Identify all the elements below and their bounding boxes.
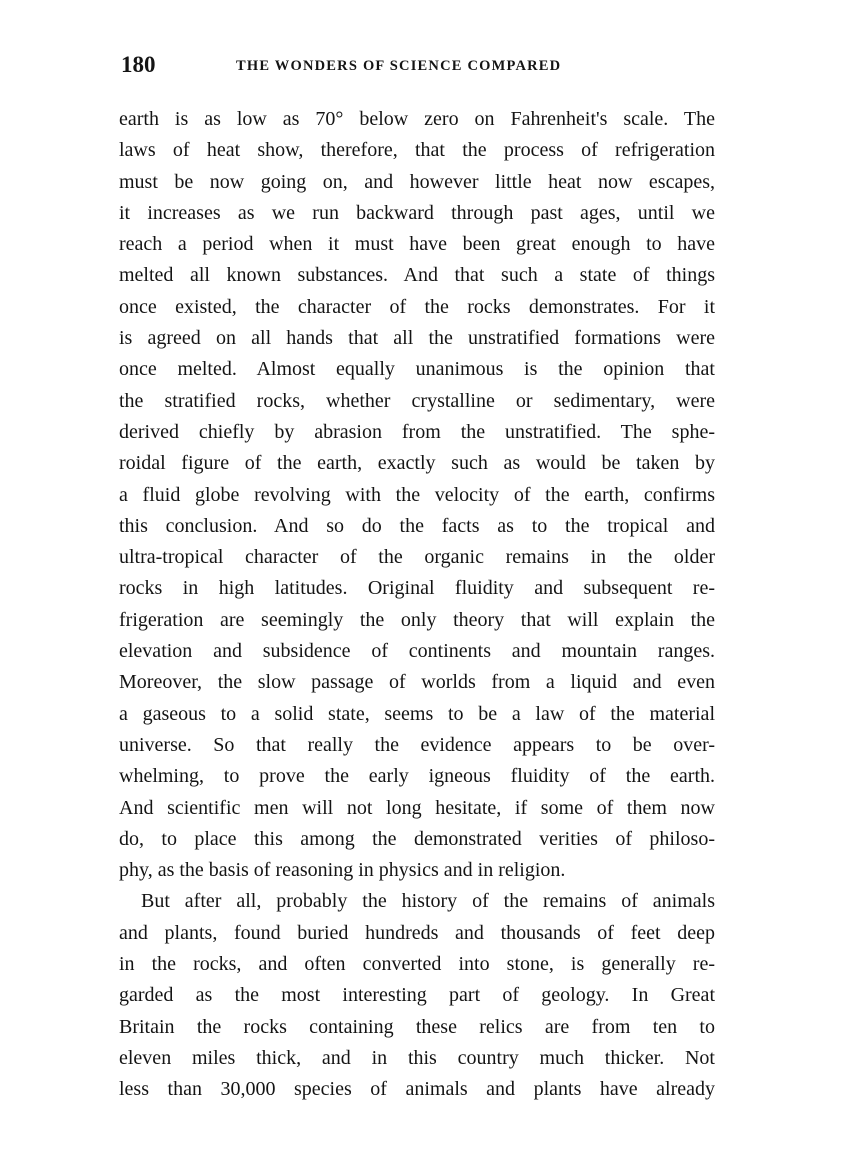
text-line: whelming, to prove the early igneous fluidity of the earth.: [119, 765, 715, 788]
text-line: a fluid globe revolving with the velocity of the earth, confirms: [119, 483, 715, 506]
text-line: and plants, found buried hundreds and thousands of feet deep: [119, 921, 715, 944]
text-line: do, to place this among the demonstrated verities of philoso-: [119, 827, 715, 850]
text-line: phy, as the basis of reasoning in physics and in religion.: [119, 859, 566, 882]
text-line: And scientific men will not long hesitate, if some of them now: [119, 796, 715, 819]
page-number: 180: [121, 52, 156, 77]
text-line: roidal figure of the earth, exactly such as would be taken by: [119, 452, 715, 475]
text-line: But after all, probably the history of the remains of animals: [141, 890, 715, 913]
text-line: laws of heat show, therefore, that the process of refrigeration: [119, 139, 715, 162]
text-line: melted all known substances. And that such a state of things: [119, 264, 715, 287]
text-line: in the rocks, and often converted into stone, is generally re-: [119, 953, 715, 976]
text-line: elevation and subsidence of continents and mountain ranges.: [119, 640, 715, 663]
running-head: [121, 50, 716, 80]
text-line: this conclusion. And so do the facts as to the tropical and: [119, 514, 715, 537]
text-line: rocks in high latitudes. Original fluidity and subsequent re-: [119, 577, 715, 600]
text-line: is agreed on all hands that all the unstratified formations were: [119, 327, 715, 350]
text-line: garded as the most interesting part of geology. In Great: [119, 984, 715, 1007]
text-line: eleven miles thick, and in this country much thicker. Not: [119, 1046, 715, 1069]
text-line: Moreover, the slow passage of worlds from a liquid and even: [119, 671, 715, 694]
text-line: it increases as we run backward through past ages, until we: [119, 201, 715, 224]
text-line: once existed, the character of the rocks demonstrates. For it: [119, 295, 715, 318]
text-line: once melted. Almost equally unanimous is the opinion that: [119, 358, 715, 381]
text-line: the stratified rocks, whether crystalline or sedimentary, were: [119, 389, 715, 412]
text-line: derived chiefly by abrasion from the unstratified. The sphe-: [119, 420, 715, 443]
text-line: reach a period when it must have been great enough to have: [119, 233, 715, 256]
text-line: frigeration are seemingly the only theory that will explain the: [119, 608, 715, 631]
body-text: [119, 104, 715, 1106]
text-line: ultra-tropical character of the organic remains in the older: [119, 546, 715, 569]
running-title: THE WONDERS OF SCIENCE COMPARED: [236, 58, 562, 74]
text-line: less than 30,000 species of animals and plants have already: [119, 1078, 715, 1101]
text-line: a gaseous to a solid state, seems to be a law of the material: [119, 702, 715, 725]
text-line: universe. So that really the evidence appears to be over-: [119, 733, 715, 756]
text-line: Britain the rocks containing these relics are from ten to: [119, 1015, 715, 1038]
text-line: must be now going on, and however little heat now escapes,: [119, 170, 715, 193]
text-line: earth is as low as 70° below zero on Fahrenheit's scale. The: [119, 108, 715, 130]
